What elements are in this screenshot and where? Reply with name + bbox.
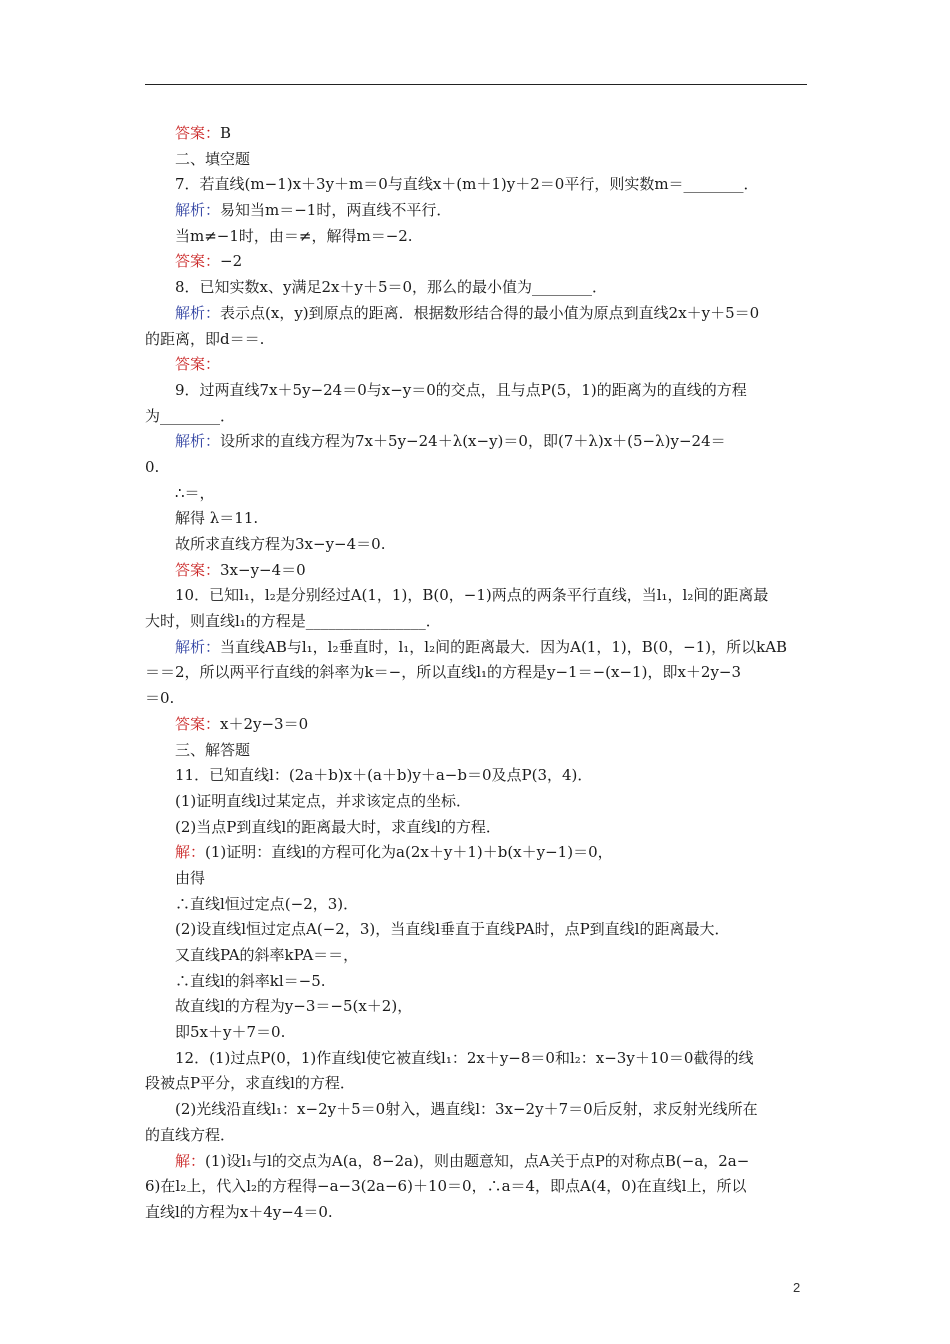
answer-label: 答案： (175, 714, 221, 733)
line-text: B (220, 124, 232, 142)
text-line (145, 121, 807, 147)
text-line (145, 301, 807, 327)
line-text: 表示点(x，y)到原点的距离．根据数形结合得的最小值为原点到直线2x＋y＋5＝0 (220, 303, 760, 322)
text-line (145, 378, 807, 404)
text-line (145, 1020, 807, 1046)
text-line (145, 994, 807, 1020)
line-text: x＋2y−3＝0 (220, 714, 309, 733)
line-text: ∴直线l的斜率kl＝−5. (175, 971, 326, 990)
line-text: 3x−y−4＝0 (220, 560, 306, 579)
line-text: 9．过两直线7x＋5y−24＝0与x−y＝0的交点，且与点P(5，1)的距离为的直线的方程 (175, 380, 747, 399)
line-text: 的直线方程． (145, 1125, 236, 1144)
line-text: 12．(1)过点P(0，1)作直线l使它被直线l₁：2x＋y−8＝0和l₂：x−3y＋10＝0截得的线 (175, 1048, 754, 1067)
line-text: (1)证明：直线l的方程可化为a(2x＋y＋1)＋b(x＋y−1)＝0， (205, 843, 613, 862)
answer-label: 解析： (175, 637, 221, 656)
line-text: ∴直线l恒过定点(−2，3)． (175, 894, 359, 913)
line-text: 二、填空题 (175, 149, 251, 168)
line-text: 又直线PA的斜率kPA＝＝， (175, 946, 359, 964)
text-line (145, 1174, 807, 1200)
line-text: 10．已知l₁，l₂是分别经过A(1，1)，B(0，−1)两点的两条平行直线，当l₁，l₂间的距离最 (175, 586, 769, 605)
line-text: 6)在l₂上，代入l₂的方程得−a−3(2a−6)＋10＝0，∴a＝4，即点A(4，0)在直线l上，所以 (145, 1177, 747, 1196)
line-text: ＝＝2，所以两平行直线的斜率为k＝−，所以直线l₁的方程是y−1＝−(x−1)，即x＋2y−3 (145, 663, 742, 682)
line-text: (2)光线沿直线l₁：x−2y＋5＝0射入，遇直线l：3x−2y＋7＝0后反射，求反射光线所在 (175, 1100, 758, 1119)
text-line (145, 249, 807, 275)
text-line (145, 147, 807, 173)
answer-label: 解： (175, 1151, 206, 1170)
text-line (145, 327, 807, 353)
text-line (145, 404, 807, 430)
text-line (145, 275, 807, 301)
answer-label: 答案： (175, 355, 221, 374)
text-line (145, 429, 807, 455)
answer-label: 答案： (175, 124, 221, 142)
text-line (145, 583, 807, 609)
text-line (145, 866, 807, 892)
text-line (145, 1123, 807, 1149)
answer-label: 解析： (175, 303, 221, 322)
line-text: 为________． (145, 406, 236, 425)
answer-label: 答案： (175, 560, 221, 579)
text-line (145, 172, 807, 198)
line-text: ＝0. (145, 689, 175, 708)
line-text: 三、解答题 (175, 740, 251, 759)
line-text: 易知当m＝−1时，两直线不平行． (220, 201, 452, 220)
line-text: (2)设直线l恒过定点A(−2，3)，当直线l垂直于直线PA时，点P到直线l的距离最大． (175, 920, 730, 939)
text-line (145, 815, 807, 841)
text-line (145, 660, 807, 686)
line-text: 7．若直线(m−1)x＋3y＋m＝0与直线x＋(m＋1)y＋2＝0平行，则实数m＝________． (175, 175, 759, 194)
text-line (145, 1071, 807, 1097)
line-text: 0. (145, 457, 160, 476)
line-text: 直线l的方程为x＋4y−4＝0. (145, 1202, 333, 1221)
text-line (145, 609, 807, 635)
text-line (145, 481, 807, 507)
line-text: (2)当点P到直线l的距离最大时，求直线l的方程． (175, 817, 501, 836)
text-line (145, 686, 807, 712)
text-line (145, 198, 807, 224)
text-line (145, 635, 807, 661)
text-line (145, 738, 807, 764)
line-text: 大时，则直线l₁的方程是________________． (145, 612, 441, 631)
header-rule (145, 84, 807, 85)
line-text: (1)设l₁与l的交点为A(a，8−2a)，则由题意知，点A关于点P的对称点B(−a，2a− (205, 1151, 750, 1170)
line-text: −2 (220, 252, 243, 271)
page-number: 2 (793, 1280, 801, 1295)
text-line (145, 840, 807, 866)
line-text: 解得 λ＝11. (175, 509, 259, 528)
text-line (145, 1149, 807, 1175)
line-text: ∴＝， (175, 483, 215, 502)
answer-label: 解： (175, 843, 206, 862)
text-line (145, 224, 807, 250)
text-line (145, 1046, 807, 1072)
line-text: 11．已知直线l：(2a＋b)x＋(a＋b)y＋a−b＝0及点P(3，4)． (175, 766, 593, 785)
text-line (145, 712, 807, 738)
text-line (145, 1200, 807, 1226)
document-body (145, 121, 807, 1226)
line-text: 当直线AB与l₁，l₂垂直时，l₁，l₂间的距离最大．因为A(1，1)，B(0，−1)，所以kAB (220, 637, 788, 656)
line-text: 故直线l的方程为y−3＝−5(x＋2)， (175, 997, 413, 1016)
text-line (145, 558, 807, 584)
line-text: 当m≠−1时，由＝≠，解得m＝−2. (175, 226, 413, 245)
text-line (145, 917, 807, 943)
line-text: 由得 (175, 868, 206, 887)
text-line (145, 455, 807, 481)
line-text: (1)证明直线l过某定点，并求该定点的坐标． (175, 791, 472, 810)
text-line (145, 1097, 807, 1123)
line-text: 段被点P平分，求直线l的方程． (145, 1074, 355, 1093)
line-text: 8．已知实数x、y满足2x＋y＋5＝0，那么的最小值为________． (175, 278, 608, 297)
line-text: 即5x＋y＋7＝0. (175, 1023, 286, 1042)
text-line (145, 789, 807, 815)
text-line (145, 892, 807, 918)
text-line (145, 532, 807, 558)
answer-label: 答案： (175, 252, 221, 271)
line-text: 的距离，即d＝＝. (145, 329, 265, 348)
answer-label: 解析： (175, 201, 221, 220)
text-line (145, 352, 807, 378)
text-line (145, 969, 807, 995)
text-line (145, 943, 807, 969)
answer-label: 解析： (175, 432, 221, 451)
text-line (145, 763, 807, 789)
text-line (145, 506, 807, 532)
line-text: 故所求直线方程为3x−y−4＝0. (175, 535, 386, 553)
line-text: 设所求的直线方程为7x＋5y−24＋λ(x−y)＝0，即(7＋λ)x＋(5−λ)y−24＝ (220, 432, 726, 451)
